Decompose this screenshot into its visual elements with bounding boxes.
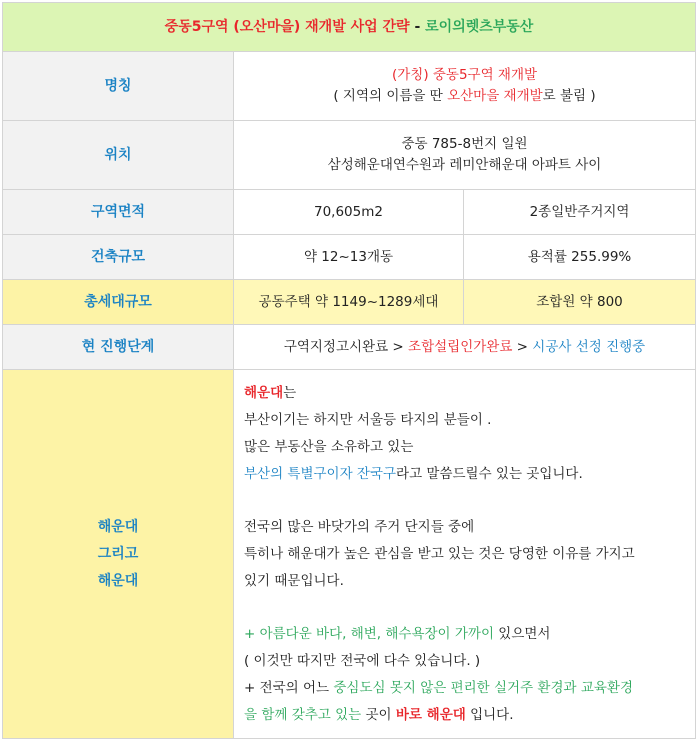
name-line1: (가칭) 중동5구역 재개발	[391, 67, 538, 83]
desc-spacer-1	[244, 488, 687, 514]
stage-step2: 조합설립인가완료	[408, 338, 513, 355]
stage-step3: 시공사 선정 진행중	[532, 338, 646, 355]
stage-label: 현 진행단계	[3, 325, 234, 370]
info-table	[2, 2, 696, 739]
desc-line-11-bold: 바로 해운대	[395, 707, 466, 723]
location-value	[234, 121, 696, 190]
desc-line-5: 전국의 많은 바닷가의 주거 단지들 중에	[244, 519, 475, 535]
desc-line-8	[244, 621, 687, 648]
desc-line-9: ( 이것만 따지만 전국에 다수 있습니다. )	[244, 653, 481, 669]
desc-line-10	[244, 675, 687, 702]
desc-line-11	[244, 702, 687, 729]
stage-step1: 구역지정고시완료	[283, 338, 389, 355]
stage-arrow-2: >	[512, 338, 533, 355]
title-sep: -	[409, 18, 426, 35]
title-main: 중동5구역 (오산마을) 재개발 사업 간략	[164, 18, 410, 35]
table-title	[3, 3, 696, 52]
haeundae-label-3: 해운대	[97, 572, 139, 589]
far-value: 용적률 255.99%	[464, 235, 696, 280]
desc-spacer-2	[244, 595, 687, 621]
desc-line-6: 특히나 해운대가 높은 관심을 받고 있는 것은 당영한 이유를 가지고	[244, 546, 635, 562]
haeundae-description	[234, 370, 696, 739]
haeundae-label-1: 해운대	[97, 518, 139, 535]
name-line2	[234, 86, 695, 107]
name-line2-highlight: 오산마을 재개발	[447, 88, 543, 104]
desc-line-3: 많은 부동산을 소유하고 있는	[244, 439, 414, 455]
desc-line-4-rest: 라고 말씀드릴수 있는 곳입니다.	[396, 466, 583, 482]
households-value: 공동주택 약 1149~1289세대	[234, 280, 464, 325]
desc-line-8-highlight: + 아름다운 바다, 해변, 해수욕장이 가까이	[244, 626, 495, 642]
zoning-value: 2종일반주거지역	[464, 190, 696, 235]
area-label: 구역면적	[3, 190, 234, 235]
desc-line-10-pre: + 전국의 어느	[244, 680, 334, 696]
haeundae-label	[3, 370, 234, 739]
title-agent: 로이의렛츠부동산	[425, 18, 534, 35]
desc-line-11-highlight: 을 함께 갖추고 있는	[244, 707, 362, 723]
households-label: 총세대규모	[3, 280, 234, 325]
desc-line-11-mid: 곳이	[361, 707, 396, 723]
desc-line-10-highlight: 중심도심 못지 않은 편리한 실거주 환경과 교육환경	[333, 680, 633, 696]
desc-line-11-post: 입니다.	[465, 707, 514, 723]
name-label: 명칭	[3, 52, 234, 121]
stage-arrow-1: >	[388, 338, 409, 355]
location-label: 위치	[3, 121, 234, 190]
location-line1: 중동 785-8번지 일원	[401, 136, 528, 152]
desc-line-1	[244, 380, 687, 407]
desc-line-4-highlight: 부산의 특별구이자 잔국구	[244, 466, 397, 482]
stage-value	[234, 325, 696, 370]
name-value	[234, 52, 696, 121]
location-line2: 삼성해운대연수원과 레미안해운대 아파트 사이	[327, 157, 602, 173]
desc-line-8-rest: 있으면서	[494, 626, 551, 642]
haeundae-label-2: 그리고	[97, 545, 139, 562]
desc-line-2: 부산이기는 하지만 서울등 타지의 분들이 .	[244, 412, 492, 428]
scale-value: 약 12~13개동	[234, 235, 464, 280]
scale-label: 건축규모	[3, 235, 234, 280]
desc-line-1-rest: 는	[283, 385, 297, 401]
desc-line-7: 있기 때문입니다.	[244, 573, 344, 589]
desc-haeundae-highlight: 해운대	[244, 385, 284, 401]
desc-line-4	[244, 461, 687, 488]
area-value: 70,605m2	[234, 190, 464, 235]
members-value: 조합원 약 800	[464, 280, 696, 325]
name-line2-pre: ( 지역의 이름을 딴	[333, 88, 448, 104]
name-line2-post: 로 불림 )	[542, 88, 596, 104]
